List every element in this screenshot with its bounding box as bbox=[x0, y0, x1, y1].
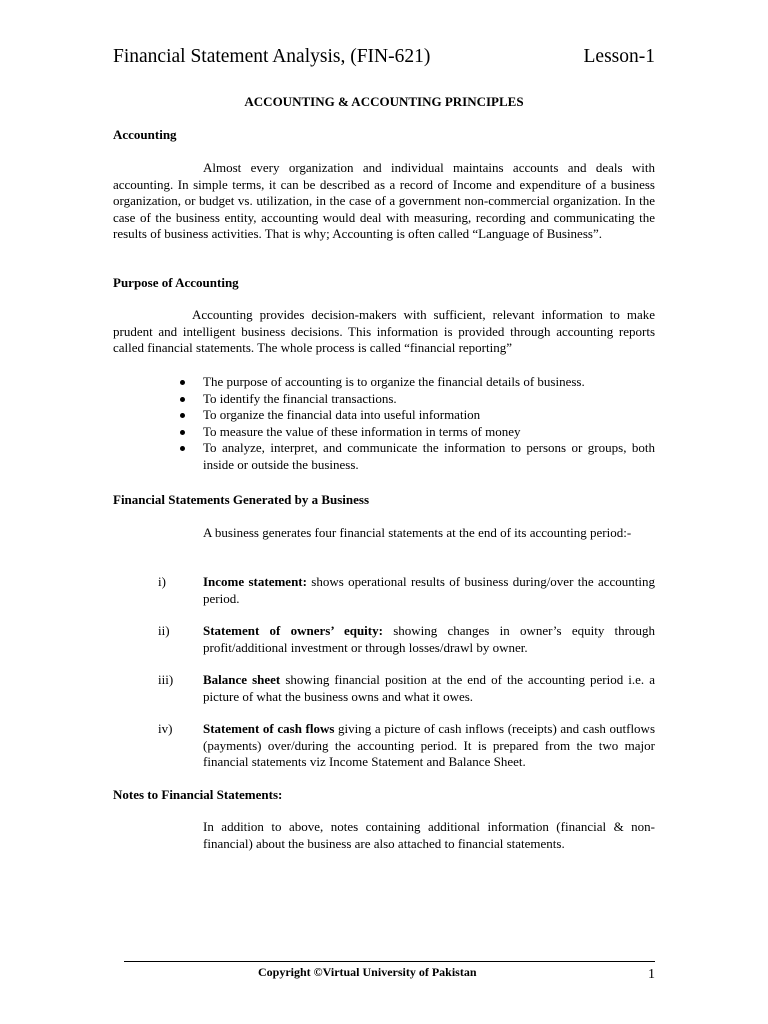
copyright-text: Copyright ©Virtual University of Pakistan bbox=[258, 965, 477, 979]
list-item: To measure the value of these information in terms of money bbox=[180, 424, 655, 441]
list-item: To identify the financial transactions. bbox=[180, 391, 655, 408]
accounting-paragraph: Almost every organization and individual maintains accounts and deals with accounting. In simple terms, it can be described as a record of Income and expenditure of a business organization, or budget vs. utilization, in the case of a government non-commercial organization. In the case of the business entity, accounting would deal with measuring, recording and communicating the results of business activities. That is why; Accounting is often called “Language of Business”. bbox=[113, 160, 655, 241]
page-header bbox=[113, 46, 655, 68]
page-number: 1 bbox=[648, 967, 655, 982]
heading-accounting: Accounting bbox=[113, 127, 177, 142]
list-item: To organize the financial data into useful information bbox=[180, 407, 655, 424]
bullet-icon bbox=[180, 397, 185, 402]
footer-divider bbox=[124, 961, 655, 962]
notes-paragraph: In addition to above, notes containing additional information (financial & non-financial) about the business are also attached to financial statements. bbox=[203, 819, 655, 851]
document-page: Financial Statement Analysis, (FIN-621) Lesson-1 ACCOUNTING & ACCOUNTING PRINCIPLES Accounting Almost every organization and individual maintains accounts and deals with accounting. In simple terms, it can be described as a record of Income and expenditure of a business organization, or budget vs. utilization, in the case of a government non-commercial organization. In the case of the business entity, accounting would deal with measuring, recording and communicating the results of business activities. That is why; Accounting is often called “Language of Business”. Purpose of Accounting Accounting provides decision-makers with sufficient, relevant information to make prudent and intelligent business decisions. This information is provided through accounting reports called financial statements. The whole process is called “financial reporting” The purpose of accounting is to organize the financial details of business. To identify the financial transactions. To organize the financial data into useful information To measure the value of these information in terms of money To analyze, interpret, and communicate the information to persons or groups, both inside or outside the business. Financial Statements Generated by a Business A business generates four financial statements at the end of its accounting period:- i) Income statement: shows operational results of business during/over the accounting period. ii) Statement of owners’ equity: showing changes in owner’s equity through profit/additional investment or through losses/drawl by owner. iii) Balance sheet showing financial position at the end of the accounting period i.e. a picture of what the business owns and what it owes. iv) Statement of cash flows giving a picture of cash inflows (receipts) and cash outflows (payments) over/during the accounting period. It is prepared from the two major financial statements viz Income Statement and Balance Sheet. Notes to Financial Statements: In addition to above, notes containing additional information (financial & non-financial) about the business are also attached to financial statements. Copyright ©Virtual University of Pakistan 1 bbox=[113, 46, 656, 982]
bullet-icon bbox=[180, 446, 185, 451]
list-item: To analyze, interpret, and communicate the information to persons or groups, both inside or outside the business. bbox=[180, 440, 655, 473]
bullet-icon bbox=[180, 430, 185, 435]
course-title: Financial Statement Analysis, (FIN-621) bbox=[113, 46, 431, 67]
heading-purpose: Purpose of Accounting bbox=[113, 275, 239, 290]
lesson-label: Lesson-1 bbox=[583, 46, 655, 67]
purpose-bullet-list bbox=[180, 374, 655, 473]
heading-statements: Financial Statements Generated by a Business bbox=[113, 492, 370, 507]
list-item: The purpose of accounting is to organize the financial details of business. bbox=[180, 374, 655, 391]
bullet-icon bbox=[180, 413, 185, 418]
heading-notes: Notes to Financial Statements: bbox=[113, 787, 283, 802]
page-title: ACCOUNTING & ACCOUNTING PRINCIPLES bbox=[244, 94, 524, 109]
purpose-paragraph: Accounting provides decision-makers with sufficient, relevant information to make prudent and intelligent business decisions. This information is provided through accounting reports called financial statements. The whole process is called “financial reporting” bbox=[113, 307, 655, 355]
statements-intro: A business generates four financial statements at the end of its accounting period:- bbox=[203, 525, 632, 540]
bullet-icon bbox=[180, 380, 185, 385]
